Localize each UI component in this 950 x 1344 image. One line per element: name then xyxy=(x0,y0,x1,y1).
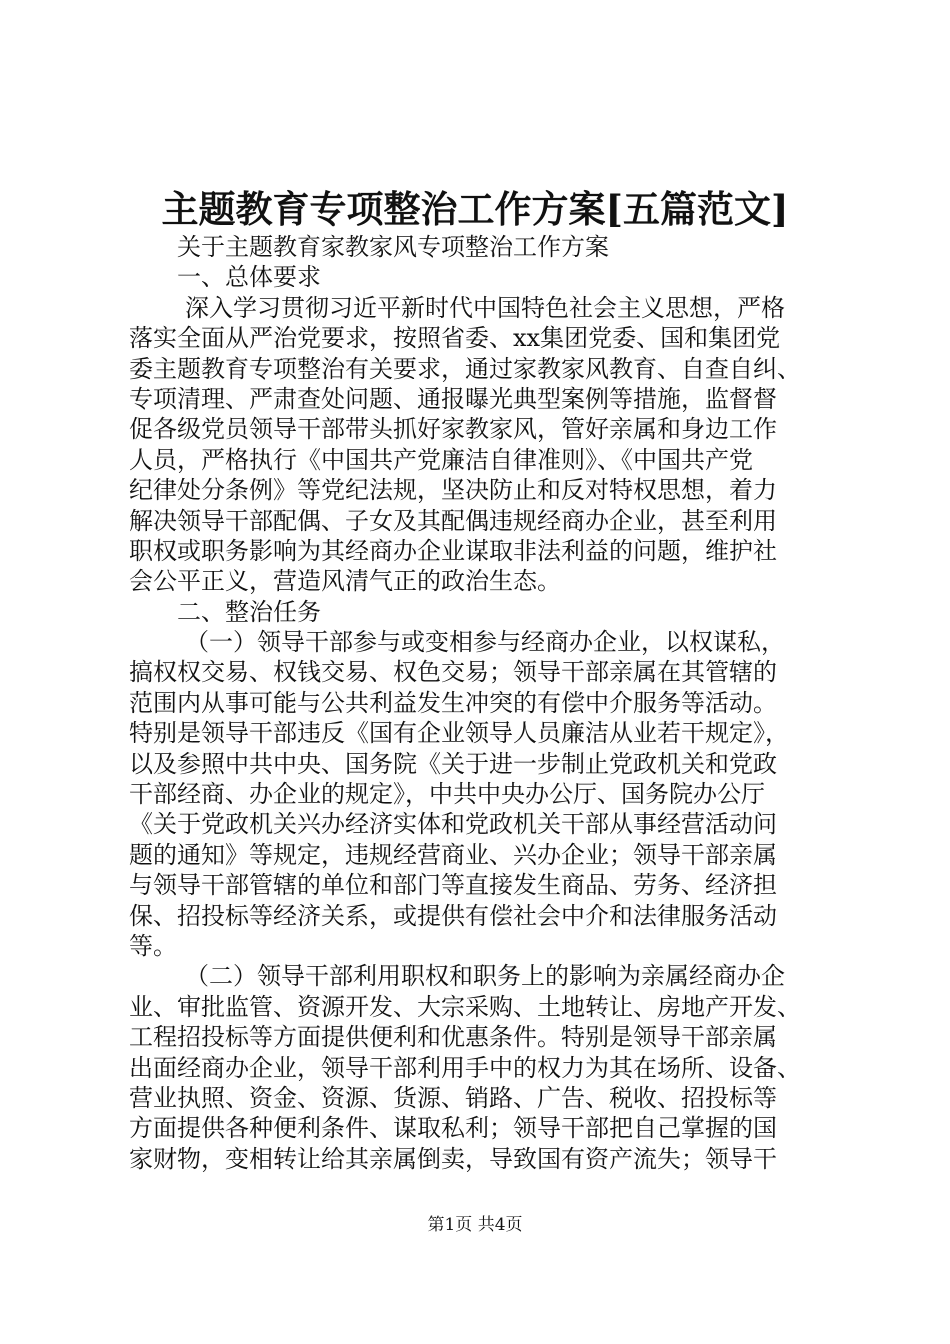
body-line: 解决领导干部配偶、子女及其配偶违规经商办企业，甚至利用 xyxy=(129,506,777,535)
body-line: 与领导干部管辖的单位和部门等直接发生商品、劳务、经济担 xyxy=(129,871,777,900)
document-title: 主题教育专项整治工作方案[五篇范文] xyxy=(161,187,789,231)
body-line: 等。 xyxy=(129,931,177,960)
body-line: 特别是领导干部违反《国有企业领导人员廉洁从业若干规定》， xyxy=(129,719,789,748)
body-line: 营业执照、资金、资源、货源、销路、广告、税收、招投标等 xyxy=(129,1083,777,1112)
body-line: 工程招投标等方面提供便利和优惠条件。特别是领导干部亲属 xyxy=(129,1023,777,1052)
body-line: 纪律处分条例》等党纪法规，坚决防止和反对特权思想，着力 xyxy=(129,476,777,505)
body-line: 一、总体要求 xyxy=(177,263,321,292)
body-line: 落实全面从严治党要求，按照省委、xx集团党委、国和集团党 xyxy=(129,324,781,353)
body-line: 题的通知》等规定，违规经营商业、兴办企业；领导干部亲属 xyxy=(129,840,777,869)
document-body xyxy=(129,232,841,1174)
body-line: 关于主题教育家教家风专项整治工作方案 xyxy=(177,233,609,261)
body-line: 会公平正义，营造风清气正的政治生态。 xyxy=(129,567,561,596)
body-line: 范围内从事可能与公共利益发生冲突的有偿中介服务等活动。 xyxy=(129,688,777,717)
body-line: 人员，严格执行《中国共产党廉洁自律准则》、《中国共产党 xyxy=(129,445,753,474)
body-line: 委主题教育专项整治有关要求，通过家教家风教育、自查自纠、 xyxy=(129,354,801,383)
body-line: 促各级党员领导干部带头抓好家教家风，管好亲属和身边工作 xyxy=(129,415,777,444)
page-footer: 第1页 共4页 xyxy=(427,1215,523,1235)
body-line: （二）领导干部利用职权和职务上的影响为亲属经商办企 xyxy=(185,962,785,991)
body-line: 方面提供各种便利条件、谋取私利；领导干部把自己掌握的国 xyxy=(129,1114,777,1143)
body-line: 以及参照中共中央、国务院《关于进一步制止党政机关和党政 xyxy=(129,749,777,778)
body-line: 干部经商、办企业的规定》，中共中央办公厅、国务院办公厅 xyxy=(129,780,765,809)
body-line: 家财物，变相转让给其亲属倒卖，导致国有资产流失；领导干 xyxy=(129,1144,777,1173)
body-line: 专项清理、严肃查处问题、通报曝光典型案例等措施，监督督 xyxy=(129,384,777,413)
body-line: 深入学习贯彻习近平新时代中国特色社会主义思想，严格 xyxy=(185,293,785,322)
body-line: 搞权权交易、权钱交易、权色交易；领导干部亲属在其管辖的 xyxy=(129,658,777,687)
body-line: 《关于党政机关兴办经济实体和党政机关干部从事经营活动问 xyxy=(129,810,777,839)
body-line: 业、审批监管、资源开发、大宗采购、土地转让、房地产开发、 xyxy=(129,992,801,1021)
body-line: 职权或职务影响为其经商办企业谋取非法利益的问题，维护社 xyxy=(129,536,777,565)
body-line: 二、整治任务 xyxy=(177,597,321,626)
body-line: （一）领导干部参与或变相参与经商办企业，以权谋私， xyxy=(185,628,785,657)
body-line: 出面经商办企业，领导干部利用手中的权力为其在场所、设备、 xyxy=(129,1053,801,1082)
body-line: 保、招投标等经济关系，或提供有偿社会中介和法律服务活动 xyxy=(129,901,777,930)
